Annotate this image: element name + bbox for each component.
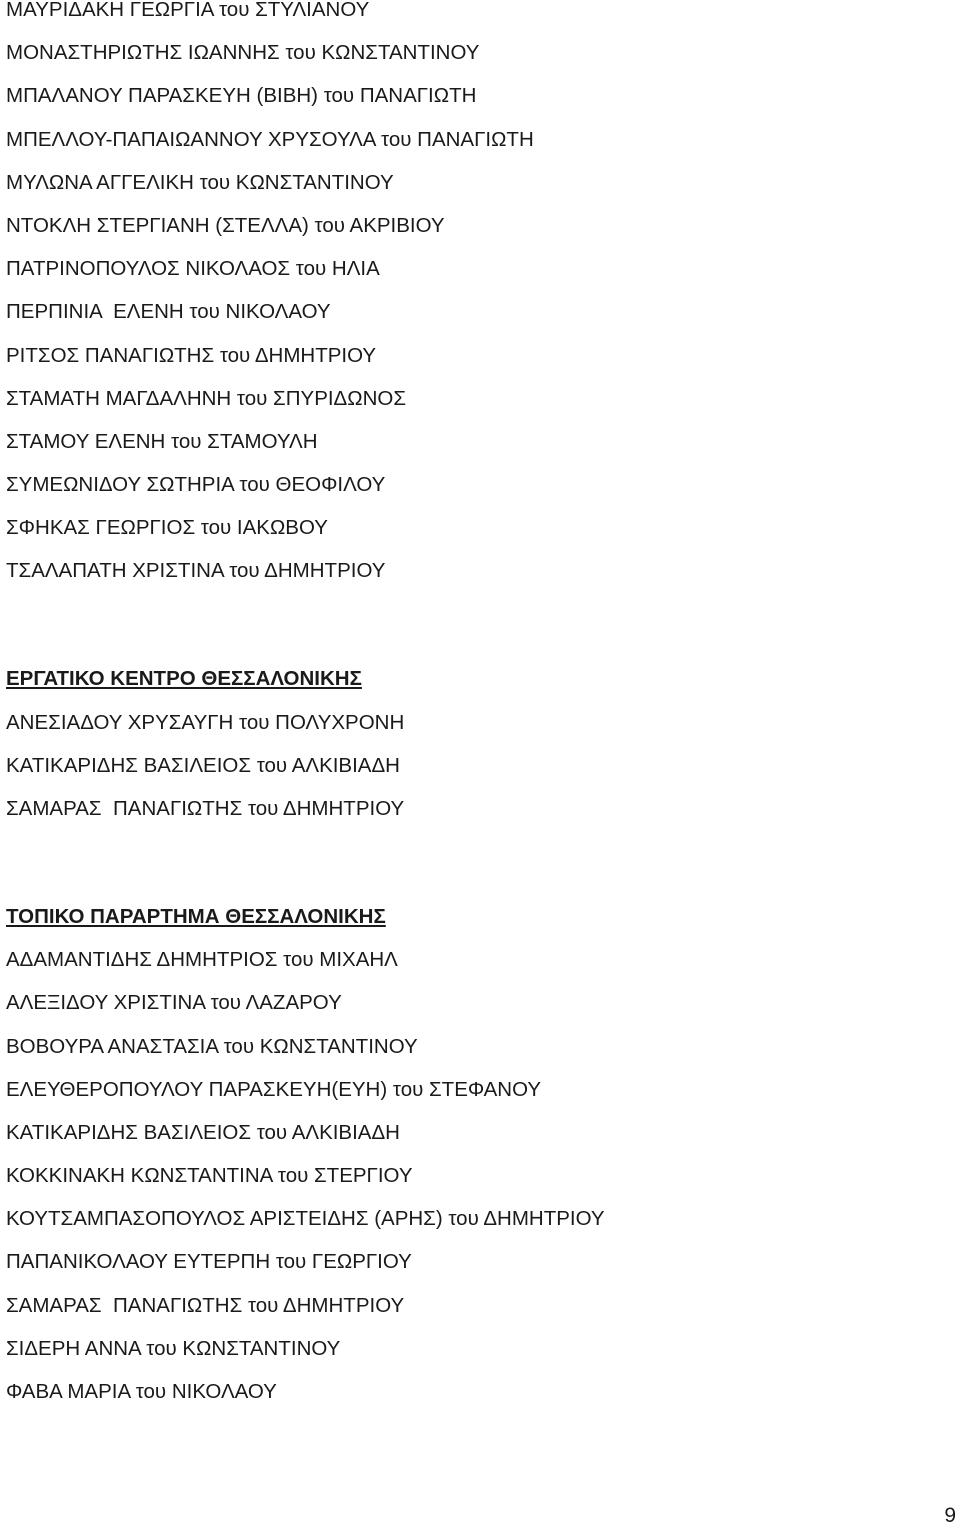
list-item: ΣΤΑΜΑΤΗ ΜΑΓΔΑΛΗΝΗ του ΣΠΥΡΙΔΩΝΟΣ	[6, 386, 407, 410]
list-item: ΝΤΟΚΛΗ ΣΤΕΡΓΙΑΝΗ (ΣΤΕΛΛΑ) του ΑΚΡΙΒΙΟΥ	[6, 213, 445, 237]
document-page	[6, 0, 946, 1413]
names-list-top	[6, 0, 946, 593]
list-item: ΠΕΡΠΙΝΙΑ ΕΛΕΝΗ του ΝΙΚΟΛΑΟΥ	[6, 300, 331, 324]
list-item: ΚΑΤΙΚΑΡΙΔΗΣ ΒΑΣΙΛΕΙΟΣ του ΑΛΚΙΒΙΑΔΗ	[6, 753, 400, 777]
list-item: ΦΑΒΑ ΜΑΡΙΑ του ΝΙΚΟΛΑΟΥ	[6, 1380, 277, 1404]
list-item: ΡΙΤΣΟΣ ΠΑΝΑΓΙΩΤΗΣ του ΔΗΜΗΤΡΙΟΥ	[6, 343, 377, 367]
list-item: ΑΛΕΞΙΔΟΥ ΧΡΙΣΤΙΝΑ του ΛΑΖΑΡΟΥ	[6, 991, 342, 1015]
list-item: ΜΟΝΑΣΤΗΡΙΩΤΗΣ ΙΩΑΝΝΗΣ του ΚΩΝΣΤΑΝΤΙΝΟΥ	[6, 41, 480, 65]
list-item: ΕΛΕΥΘΕΡΟΠΟΥΛΟΥ ΠΑΡΑΣΚΕΥΗ(ΕΥΗ) του ΣΤΕΦΑΝΟΥ	[6, 1077, 542, 1101]
section-topiko-parartima	[6, 895, 946, 1413]
list-item: ΚΟΥΤΣΑΜΠΑΣΟΠΟΥΛΟΣ ΑΡΙΣΤΕΙΔΗΣ (ΑΡΗΣ) του ΔΗΜΗΤΡΙΟΥ	[6, 1207, 605, 1231]
section-heading: ΤΟΠΙΚΟ ΠΑΡΑΡΤΗΜΑ ΘΕΣΣΑΛΟΝΙΚΗΣ	[6, 904, 386, 928]
section-heading: ΕΡΓΑΤΙΚΟ ΚΕΝΤΡΟ ΘΕΣΣΑΛΟΝΙΚΗΣ	[6, 667, 362, 691]
list-item: ΣΦΗΚΑΣ ΓΕΩΡΓΙΟΣ του ΙΑΚΩΒΟΥ	[6, 516, 328, 540]
list-item: ΣΤΑΜΟΥ ΕΛΕΝΗ του ΣΤΑΜΟΥΛΗ	[6, 429, 318, 453]
list-item: ΜΠΑΛΑΝΟΥ ΠΑΡΑΣΚΕΥΗ (ΒΙΒΗ) του ΠΑΝΑΓΙΩΤΗ	[6, 84, 477, 108]
list-item: ΑΔΑΜΑΝΤΙΔΗΣ ΔΗΜΗΤΡΙΟΣ του ΜΙΧΑΗΛ	[6, 948, 398, 972]
list-item: ΒΟΒΟΥΡΑ ΑΝΑΣΤΑΣΙΑ του ΚΩΝΣΤΑΝΤΙΝΟΥ	[6, 1034, 418, 1058]
page-number: 9	[944, 1504, 956, 1527]
list-item: ΚΑΤΙΚΑΡΙΔΗΣ ΒΑΣΙΛΕΙΟΣ του ΑΛΚΙΒΙΑΔΗ	[6, 1120, 400, 1144]
list-item: ΣΑΜΑΡΑΣ ΠΑΝΑΓΙΩΤΗΣ του ΔΗΜΗΤΡΙΟΥ	[6, 1293, 405, 1317]
list-item: ΣΙΔΕΡΗ ΑΝΝΑ του ΚΩΝΣΤΑΝΤΙΝΟΥ	[6, 1336, 341, 1360]
list-item: ΜΥΛΩΝΑ ΑΓΓΕΛΙΚΗ του ΚΩΝΣΤΑΝΤΙΝΟΥ	[6, 170, 394, 194]
section-spacer	[6, 830, 946, 895]
list-item: ΣΑΜΑΡΑΣ ΠΑΝΑΓΙΩΤΗΣ του ΔΗΜΗΤΡΙΟΥ	[6, 796, 405, 820]
list-item: ΜΑΥΡΙΔΑΚΗ ΓΕΩΡΓΙΑ του ΣΤΥΛΙΑΝΟΥ	[6, 0, 370, 21]
list-item: ΚΟΚΚΙΝΑΚΗ ΚΩΝΣΤΑΝΤΙΝΑ του ΣΤΕΡΓΙΟΥ	[6, 1164, 413, 1188]
list-item: ΜΠΕΛΛΟΥ-ΠΑΠΑΙΩΑΝΝΟΥ ΧΡΥΣΟΥΛΑ του ΠΑΝΑΓΙΩΤΗ	[6, 127, 534, 151]
list-item: ΤΣΑΛΑΠΑΤΗ ΧΡΙΣΤΙΝΑ του ΔΗΜΗΤΡΙΟΥ	[6, 559, 386, 583]
section-spacer	[6, 593, 946, 658]
section-ergatiko-kentro	[6, 657, 946, 830]
list-item: ΣΥΜΕΩΝΙΔΟΥ ΣΩΤΗΡΙΑ του ΘΕΟΦΙΛΟΥ	[6, 473, 386, 497]
list-item: ΑΝΕΣΙΑΔΟΥ ΧΡΥΣΑΥΓΗ του ΠΟΛΥΧΡΟΝΗ	[6, 710, 405, 734]
list-item: ΠΑΤΡΙΝΟΠΟΥΛΟΣ ΝΙΚΟΛΑΟΣ του ΗΛΙΑ	[6, 257, 380, 281]
list-item: ΠΑΠΑΝΙΚΟΛΑΟΥ ΕΥΤΕΡΠΗ του ΓΕΩΡΓΙΟΥ	[6, 1250, 412, 1274]
